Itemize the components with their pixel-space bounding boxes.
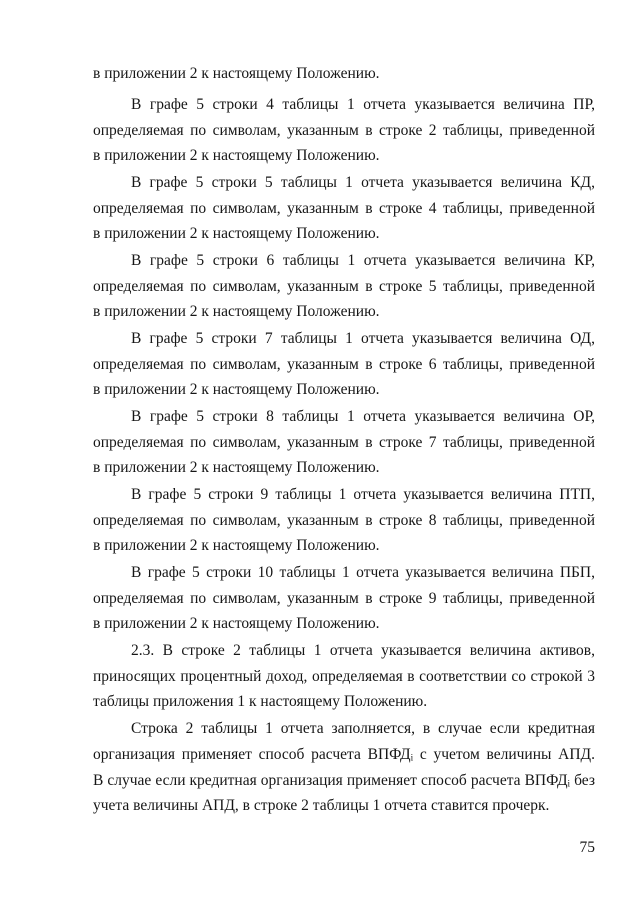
paragraph-7-line-1: определяемая по символам, указанным в строке 9 таблицы, приведенной [93, 590, 595, 607]
paragraph-7-line-0: В графе 5 строки 10 таблицы 1 отчета указывается величина ПБП, [131, 564, 595, 581]
paragraph-5-line-1: определяемая по символам, указанным в строке 7 таблицы, приведенной [93, 434, 595, 451]
paragraph-9-line-2: В случае если кредитная организация применяет способ расчета ВПФДᵢ без [93, 772, 595, 789]
paragraph-2-line-2: в приложении 2 к настоящему Положению. [93, 225, 380, 242]
page-number: 75 [579, 839, 595, 856]
paragraph-4-line-2: в приложении 2 к настоящему Положению. [93, 381, 380, 398]
paragraph-5-line-0: В графе 5 строки 8 таблицы 1 отчета указывается величина ОР, [131, 408, 595, 425]
paragraph-6-line-0: В графе 5 строки 9 таблицы 1 отчета указывается величина ПТП, [131, 486, 595, 503]
paragraph-4-line-0: В графе 5 строки 7 таблицы 1 отчета указывается величина ОД, [131, 330, 595, 347]
paragraph-3-line-1: определяемая по символам, указанным в строке 5 таблицы, приведенной [93, 278, 595, 295]
paragraph-1-line-0: В графе 5 строки 4 таблицы 1 отчета указывается величина ПР, [131, 96, 595, 113]
paragraph-8-line-2: таблицы приложения 1 к настоящему Положению. [93, 693, 428, 710]
paragraph-2-line-1: определяемая по символам, указанным в строке 4 таблицы, приведенной [93, 200, 595, 217]
paragraph-5-line-2: в приложении 2 к настоящему Положению. [93, 459, 380, 476]
paragraph-1-line-1: определяемая по символам, указанным в строке 2 таблицы, приведенной [93, 122, 595, 139]
paragraph-4-line-1: определяемая по символам, указанным в строке 6 таблицы, приведенной [93, 356, 595, 373]
paragraph-9-line-0: Строка 2 таблицы 1 отчета заполняется, в случае если кредитная [131, 720, 595, 737]
paragraph-1-line-2: в приложении 2 к настоящему Положению. [93, 147, 380, 164]
paragraph-6-line-1: определяемая по символам, указанным в строке 8 таблицы, приведенной [93, 512, 595, 529]
paragraph-9-line-1: организация применяет способ расчета ВПФДᵢ с учетом величины АПД. [93, 746, 595, 763]
paragraph-3-line-2: в приложении 2 к настоящему Положению. [93, 303, 380, 320]
paragraph-9-line-3: учета величины АПД, в строке 2 таблицы 1 отчета ставится прочерк. [93, 797, 550, 814]
paragraph-7-line-2: в приложении 2 к настоящему Положению. [93, 615, 380, 632]
paragraph-0-line-0: в приложении 2 к настоящему Положению. [93, 65, 380, 82]
paragraph-2-line-0: В графе 5 строки 5 таблицы 1 отчета указывается величина КД, [131, 174, 595, 191]
paragraph-8-line-1: приносящих процентный доход, определяемая в соответствии со строкой 3 [93, 668, 595, 685]
paragraph-6-line-2: в приложении 2 к настоящему Положению. [93, 537, 380, 554]
paragraph-3-line-0: В графе 5 строки 6 таблицы 1 отчета указывается величина КР, [131, 252, 595, 269]
paragraph-8-line-0: 2.3. В строке 2 таблицы 1 отчета указывается величина активов, [131, 642, 595, 659]
